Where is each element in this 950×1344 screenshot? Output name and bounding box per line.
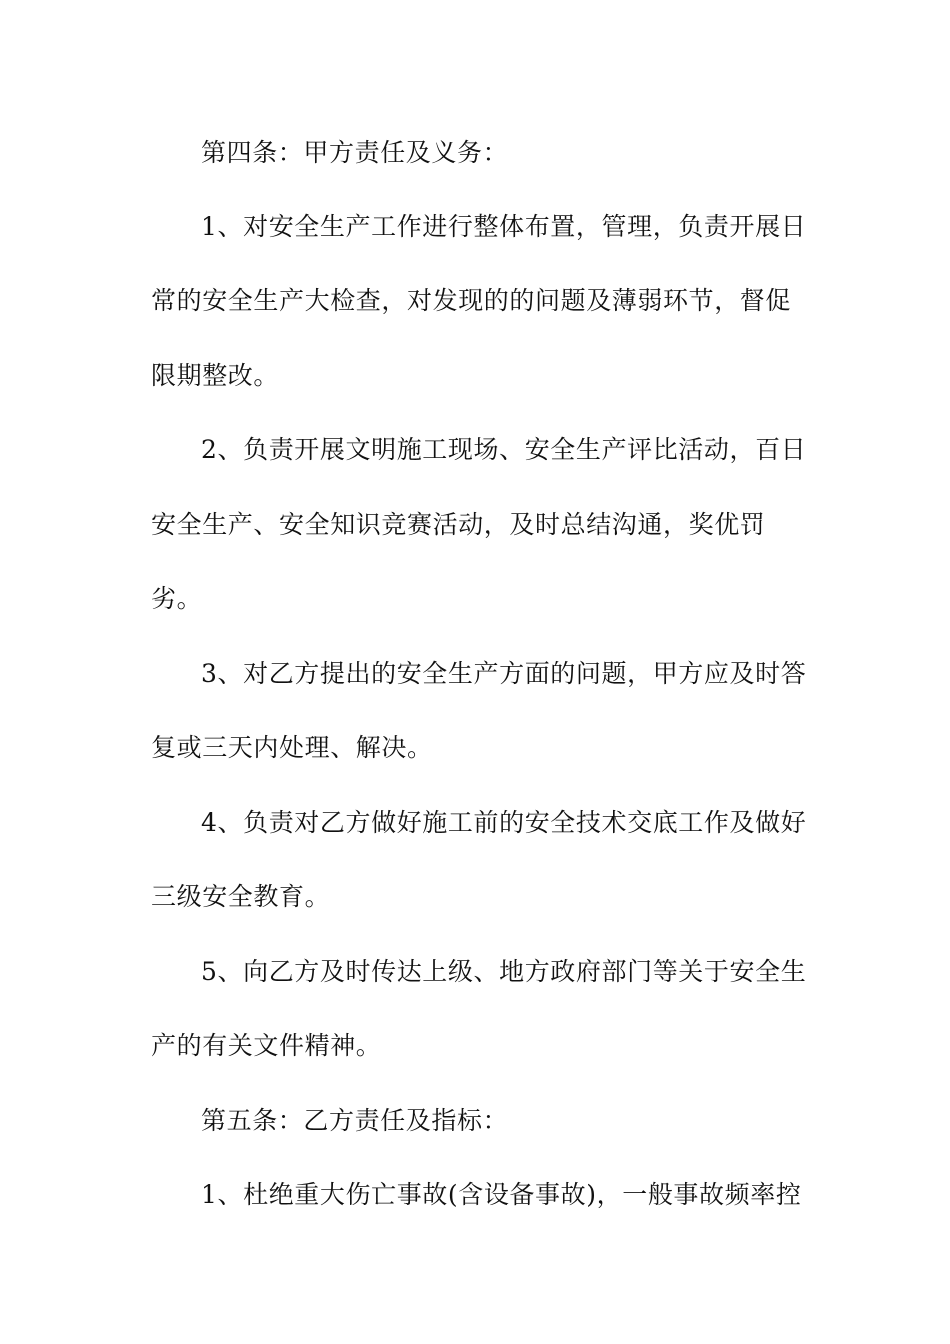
paragraph-line: 1、对安全生产工作进行整体布置，管理，负责开展日 [201,212,807,241]
paragraph-line: 限期整改。 [151,361,280,390]
paragraph-line: 4、负责对乙方做好施工前的安全技术交底工作及做好 [201,808,807,837]
paragraph-line: 产的有关文件精神。 [151,1031,382,1060]
article-5-heading: 第五条：乙方责任及指标： [201,1106,509,1135]
paragraph-line: 常的安全生产大检查，对发现的的问题及薄弱环节，督促 [151,286,792,315]
article-4-heading: 第四条：甲方责任及义务： [201,138,509,167]
paragraph-line: 劣。 [151,584,203,613]
paragraph-line: 3、对乙方提出的安全生产方面的问题，甲方应及时答 [201,659,807,688]
paragraph-line: 复或三天内处理、解决。 [151,733,433,762]
paragraph-line: 5、向乙方及时传达上级、地方政府部门等关于安全生 [201,957,807,986]
paragraph-line: 安全生产、安全知识竞赛活动，及时总结沟通，奖优罚 [151,510,766,539]
paragraph-line: 三级安全教育。 [151,882,331,911]
paragraph-line: 2、负责开展文明施工现场、安全生产评比活动，百日 [201,435,807,464]
paragraph-line: 1、杜绝重大伤亡事故(含设备事故)，一般事故频率控 [201,1180,802,1209]
